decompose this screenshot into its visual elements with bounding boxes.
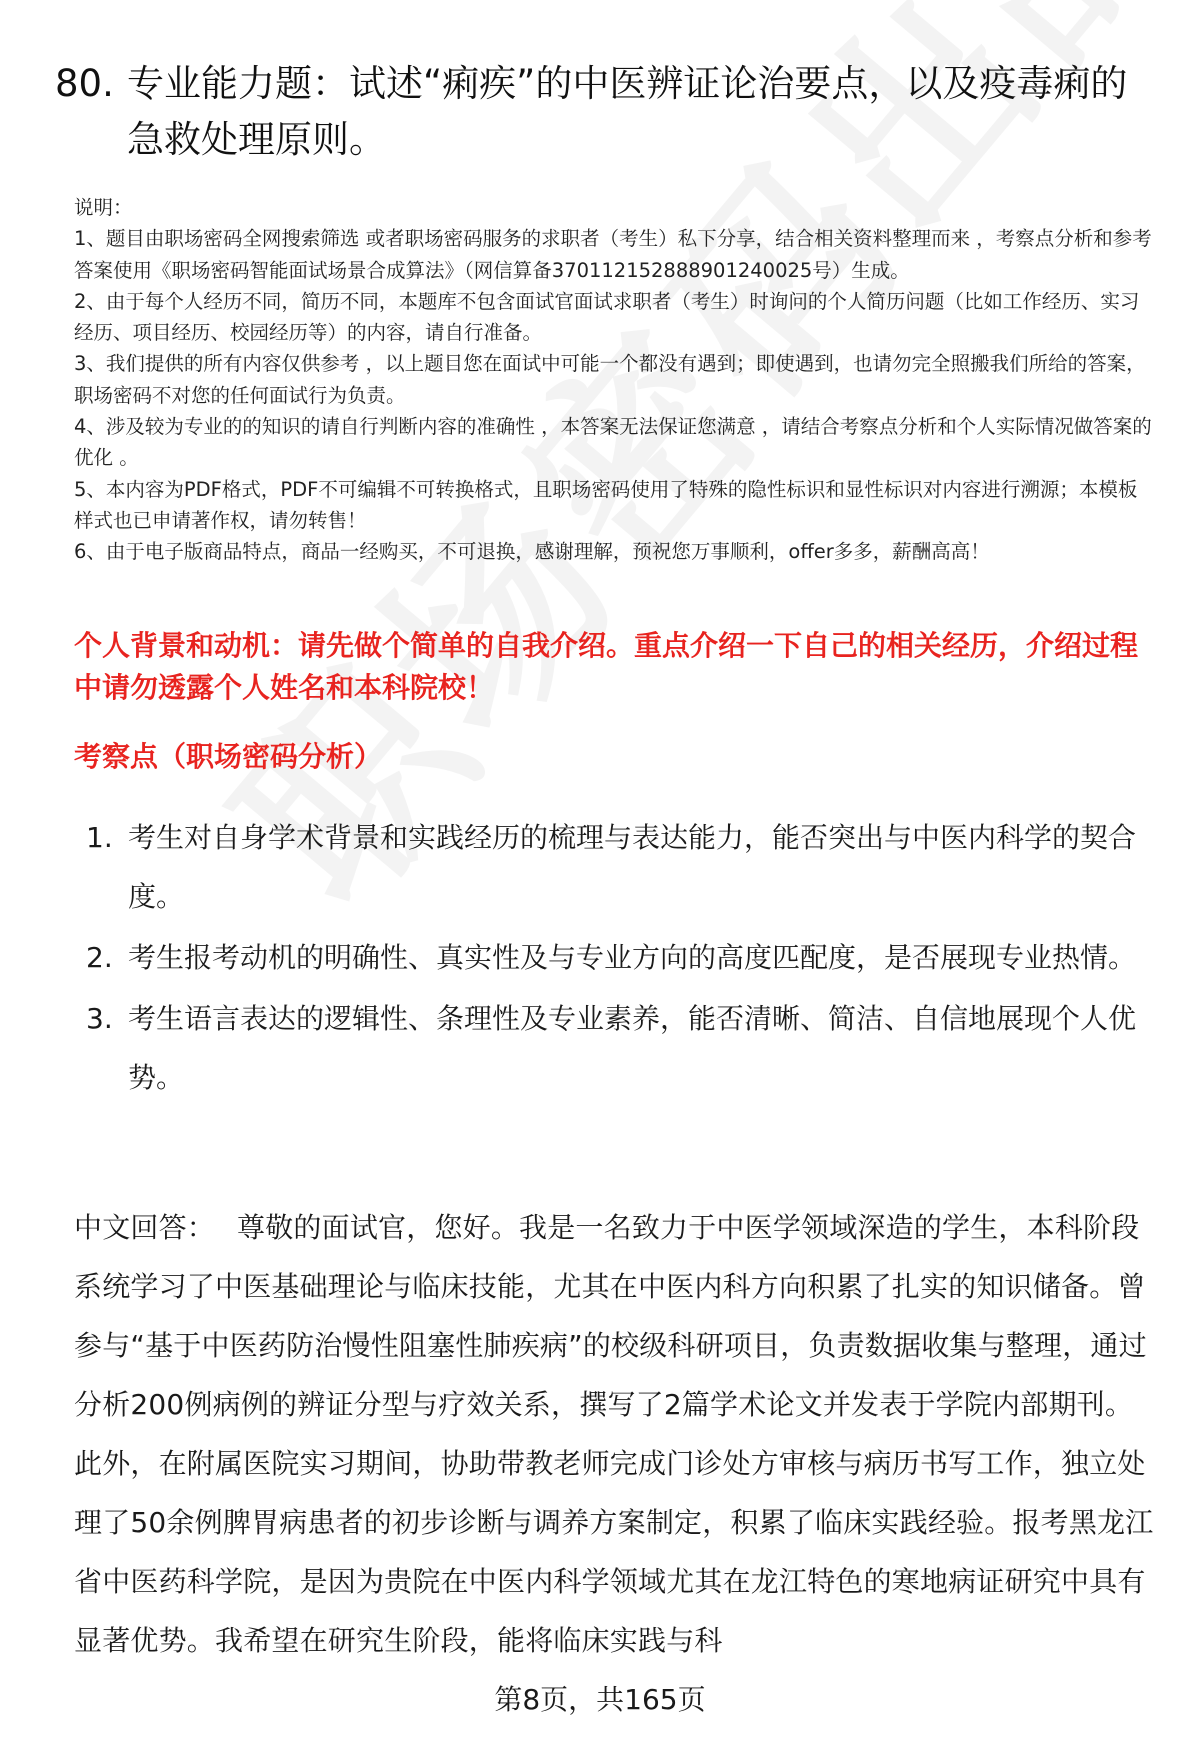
point-number: 1.	[86, 821, 113, 854]
answer-label: 中文回答：	[74, 1211, 216, 1244]
analysis-heading: 考察点（职场密码分析）	[74, 740, 383, 773]
page-footer: 第8页，共165页	[494, 1683, 706, 1716]
question-title	[55, 56, 1155, 168]
interview-prompt: 个人背景和动机：请先做个简单的自我介绍。重点介绍一下自己的相关经历，介绍过程中请勿透露个人姓名和本科院校！	[74, 629, 1139, 704]
note-item: 5、本内容为PDF格式，PDF不可编辑不可转换格式，且职场密码使用了特殊的隐性标识和显性标识对内容进行溯源；本模板样式也已申请著作权，请勿转售！	[74, 477, 1138, 532]
point-number: 3.	[86, 1002, 113, 1035]
analysis-points	[74, 808, 1156, 1109]
analysis-point	[74, 989, 1156, 1107]
question-number: 80.	[55, 62, 114, 105]
point-text: 考生对自身学术背景和实践经历的梳理与表达能力，能否突出与中医内科学的契合度。	[128, 821, 1137, 913]
answer-text: 尊敬的面试官，您好。我是一名致力于中医学领域深造的学生，本科阶段系统学习了中医基础理论与临床技能，尤其在中医内科方向积累了扎实的知识储备。曾参与“基于中医药防治慢性阻塞性肺疾病”的校级科研项目，负责数据收集与整理，通过分析200例病例的辨证分型与疗效关系，撰写了2篇学术论文并发表于学院内部期刊。此外，在附属医院实习期间，协助带教老师完成门诊处方审核与病历书写工作，独立处理了50余例脾胃病患者的初步诊断与调养方案制定，积累了临床实践经验。报考黑龙江省中医药科学院，是因为贵院在中医内科学领域尤其在龙江特色的寒地病证研究中具有显著优势。我希望在研究生阶段，能将临床实践与科	[74, 1211, 1154, 1657]
analysis-point	[74, 928, 1156, 987]
point-number: 2.	[86, 941, 113, 974]
point-text: 考生报考动机的明确性、真实性及与专业方向的高度匹配度，是否展现专业热情。	[128, 941, 1137, 974]
note-item: 4、涉及较为专业的的知识的请自行判断内容的准确性 ，本答案无法保证您满意 ，请结合考察点分析和个人实际情况做答案的优化 。	[74, 415, 1152, 470]
disclaimer-notes	[74, 192, 1156, 568]
point-text: 考生语言表达的逻辑性、条理性及专业素养，能否清晰、简洁、自信地展现个人优势。	[128, 1002, 1137, 1094]
note-item: 6、由于电子版商品特点，商品一经购买，不可退换，感谢理解，预祝您万事顺利，offer多多，薪酬高高！	[74, 540, 990, 564]
note-item: 3、我们提供的所有内容仅供参考 ，以上题目您在面试中可能一个都没有遇到；即使遇到，也请勿完全照搬我们所给的答案，职场密码不对您的任何面试行为负责。	[74, 352, 1146, 407]
chinese-answer	[74, 1198, 1156, 1670]
note-item: 1、题目由职场密码全网搜索筛选 或者职场密码服务的求职者（考生）私下分享，结合相关资料整理而来 ，考察点分析和参考答案使用《职场密码智能面试场景合成算法》（网信算备370112152888901240025号）生成。	[74, 227, 1152, 282]
notes-title: 说明：	[74, 196, 133, 219]
question-text: 专业能力题：试述“痢疾”的中医辨证论治要点，以及疫毒痢的急救处理原则。	[127, 62, 1128, 161]
note-item: 2、由于每个人经历不同，简历不同，本题库不包含面试官面试求职者（考生）时询问的个人简历问题（比如工作经历、实习经历、项目经历、校园经历等）的内容，请自行准备。	[74, 289, 1140, 345]
analysis-point	[74, 808, 1156, 926]
